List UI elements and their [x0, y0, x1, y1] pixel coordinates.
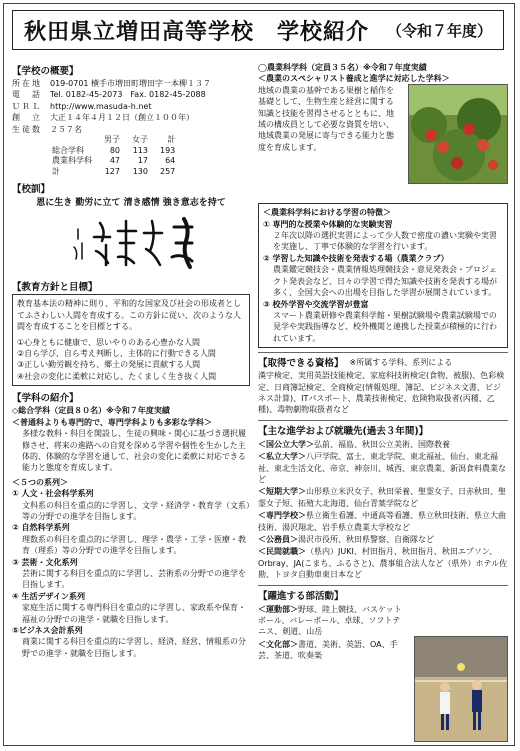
table-cell: 80	[109, 145, 120, 155]
quals-note: ※所属する学科、系列による	[349, 358, 453, 368]
series-title: ⑤ビジネス会計系列	[12, 626, 83, 635]
agri-course-subtitle: ＜農業のスペシャリスト養成と進学に対応した学科＞	[258, 74, 450, 84]
table-row	[52, 156, 181, 167]
career-group-title: ＜短期大学＞	[258, 487, 306, 497]
quals-header	[258, 357, 508, 370]
table-cell: 130	[132, 166, 148, 176]
feature-title: ② 学習した知識や技術を発表する場（農業クラブ）	[263, 253, 449, 263]
right-column	[258, 62, 508, 662]
agri-course-title: ◯農業科学科（定員３５名）※令和７年度実績	[258, 63, 427, 72]
quals-body: 漢字検定、実用英語技能検定、家庭科技術検定(食物、被服)、色彩検定、日商簿記検定、全商検定(情報処理、簿記、ビジネス文書、ビジネス計算)、ITパスポート、農業技術検定、危険物取扱者(丙種、乙種)、毒物劇物取扱者など	[258, 371, 505, 415]
volleyball-players-icon	[415, 637, 507, 741]
career-group	[258, 510, 508, 533]
policy-items	[17, 337, 245, 383]
overview-row	[12, 101, 250, 112]
policy-box	[12, 294, 250, 386]
page-year: （令和７年度）	[387, 21, 493, 40]
table-row	[52, 146, 181, 157]
overview-key: 所在地	[12, 79, 42, 88]
career-group	[258, 546, 508, 580]
overview-heading: 【学校の概要】	[12, 66, 79, 77]
career-group-title: ＜公務員＞	[258, 535, 298, 544]
feature-body: ２年次以降の選択実習によって少人数で密度の濃い実験や実習を実施し、丁寧で体験的な学習を行います。	[273, 231, 497, 252]
agri-course-body: 地域の農業の基幹である果樹と稲作を基礎として、生物生産と経営に関する知識と技能を習得させるとともに、地域の構成員として必要な資質を培い、地域農業の発展に寄与できる能力と態度を育成します。	[258, 85, 394, 152]
series-body: 商業に関する科目を重点的に学習し、経済、経営、情報系の分野での進学・就職を目指します。	[22, 637, 246, 658]
career-group-title: ＜専門学校＞	[258, 511, 306, 521]
table-header-cell: 男子	[104, 135, 120, 145]
agri-features-box	[258, 203, 508, 348]
table-cell: 総合学科	[52, 145, 84, 155]
student-table	[52, 135, 181, 177]
policy-heading: 【教育方針と目標】	[12, 282, 98, 294]
culture-list: 書道、美術、英語、OA、手芸、茶道、吹奏楽	[258, 639, 398, 661]
title-box	[12, 10, 504, 50]
career-group-body: （県内）JUKI、村田指月、秋田指月、秋田エプソン、Orbray、JA(こまち、ふるさと)、農事組合法人など（県外）ホテル佐勘、トヨタ自動車東日本など	[258, 547, 508, 580]
table-cell: 農業科学科	[52, 156, 92, 166]
series-heading: ＜５つの系列＞	[12, 477, 68, 487]
career-list	[258, 439, 508, 581]
feature-body: スマート農業研修や農業科学館・果樹試験場や農業試験場での見学や実践指導など、校外機関と連携した授業が積極的に行われています。	[273, 310, 497, 343]
policy-item: ③正しい勤労観を持ち、郷土の発展に貢献する人間	[17, 360, 201, 370]
table-header-cell: 計	[167, 135, 176, 145]
volleyball-photo	[414, 636, 508, 742]
career-group	[258, 451, 508, 485]
sports-label: ＜運動部＞	[258, 604, 298, 614]
overview-rows	[12, 78, 250, 135]
general-course-subtitle: ＜普通科よりも専門的で、専門学科よりも多彩な学科＞	[12, 417, 212, 427]
policy-body: 教育基本法の精神に則り、平和的な国家及び社会の形成者としてふさわしい人間を育成する。この方針に従い、次のような人間を育成することを目標とする。	[17, 299, 241, 332]
courses-heading: 【学科の紹介】	[12, 393, 79, 405]
feature-title: ③ 校外学習や交流学習が豊富	[263, 299, 369, 309]
overview-row	[12, 89, 250, 100]
career-group	[258, 439, 508, 450]
overview-value: 大正１４年４月１２日（創立１００年）	[50, 113, 194, 123]
overview-row	[12, 112, 250, 123]
agri-features-heading: ＜農業科学科における学習の特徴＞	[263, 208, 391, 218]
series-body: 理数系の科目を重点的に学習し、理学・農学・工学・医療・教育（理系）等の分野での進学を目指します。	[22, 534, 246, 556]
career-group-title: ＜民間就職＞	[258, 547, 306, 557]
series-title: ② 自然科学系列	[12, 523, 70, 533]
overview-row	[12, 124, 250, 135]
table-cell: 計	[52, 166, 60, 176]
series-title: ④ 生活デザイン系列	[12, 591, 85, 601]
culture-label: ＜文化部＞	[258, 639, 298, 649]
policy-item: ④社会の変化に柔軟に対応し、たくましく生き抜く人間	[17, 371, 217, 381]
page-title: 秋田県立増田高等学校 学校紹介	[23, 19, 369, 45]
policy-item: ②自ら学び、自ら考え判断し、主体的に行動できる人間	[17, 349, 216, 359]
left-column	[12, 62, 250, 659]
series-list	[12, 488, 250, 659]
overview-key: ＵＲＬ	[12, 101, 42, 111]
feature-body: 農業鑑定競技会・農業情報処理競技会・意見発表会・プロジェクト発表会など、日々の学習で得た知識や技術を発表する場が多く、全国大会への出場を目指した学習が展開されています。	[273, 265, 497, 298]
quals-heading: 【取得できる資格】	[258, 358, 344, 370]
overview-value: http://www.masuda-h.net	[50, 101, 152, 111]
clubs-text	[258, 604, 408, 662]
overview-value: Tel. 0182-45-2073 Fax. 0182-45-2088	[50, 90, 206, 100]
apple-orchard-photo	[408, 84, 508, 184]
career-group	[258, 486, 508, 509]
career-group-title: ＜私立大学＞	[258, 452, 306, 462]
table-cell: 193	[160, 145, 176, 155]
series-body: 家庭生活に関する専門科目を重点的に学習し、家政系や保育・福祉の分野での進学・就職を目指します。	[22, 603, 246, 624]
motto-text: 恩に生き 勤労に立て 清き感情 強き意志を持て	[36, 198, 226, 209]
career-group-body: 湯沢市役所、秋田県警察、自衛隊など	[298, 535, 434, 544]
table-cell: 127	[104, 166, 120, 176]
table-cell: 64	[165, 156, 176, 166]
overview-value: 019-0701 横手市増田町増田字一本柳１３７	[50, 79, 212, 88]
career-group-body: 山形県立米沢女子、秋田栄養、聖霊女子、日赤秋田、聖霊女子短、拓殖大北海道、仙台青葉学院など	[258, 487, 506, 508]
series-title: ③ 芸術・文化系列	[12, 557, 78, 567]
table-cell: 113	[132, 145, 148, 155]
table-cell: 47	[109, 156, 120, 166]
series-title: ① 人文・社会科学系列	[12, 489, 94, 499]
feature-title: ① 専門的な授業や体験的な実験実習	[263, 219, 393, 229]
career-group-title: ＜国公立大学＞	[258, 439, 314, 449]
overview-value: ２５７名	[50, 124, 82, 134]
series-body: 文科系の科目を重点的に学習し、文学・経済学・教育学（文系）等の分野での進学を目指します。	[22, 500, 250, 521]
careers-heading: 【主な進学および就職先(過去３年間)】	[258, 425, 429, 437]
clubs-heading: 【躍進する部活動】	[258, 590, 344, 602]
career-group-body: 八戸学院、富士、東北学院、東北福祉、仙台、東北福祉、東北生活文化、帝京、神奈川、城西、東京農業、新潟食料農業など	[258, 452, 506, 484]
overview-key: 生徒数	[12, 124, 42, 134]
series-body: 芸術に関する科目を重点的に学習し、芸術系の分野での進学を目指します。	[22, 568, 246, 590]
table-header-cell	[52, 135, 98, 146]
general-course-title: ◇総合学科（定員８０名）※令和７年度実績	[12, 406, 170, 416]
table-cell: 17	[137, 156, 148, 166]
table-cell: 257	[160, 166, 176, 176]
sports-list: 野球、陸上競技、バスケットボール、バレーボール、卓球、ソフトテニス、剣道、山岳	[258, 604, 402, 637]
overview-key: 電 話	[12, 90, 42, 100]
career-group	[258, 534, 508, 545]
overview-key: 創 立	[12, 113, 42, 123]
calligraphy-image	[12, 213, 250, 277]
career-group-body: 県立衛生看護、中通高等看護、県立秋田技術、県立大曲技術、湯沢翔北、岩手県立農業大学校など	[258, 511, 506, 532]
policy-item: ①心身ともに健康で、思いやりのある心豊かな人間	[17, 337, 201, 347]
overview-row	[12, 78, 250, 89]
general-course-body: 多様な教科・科目を開設し、生徒の興味・関心に基づき選択履修させ、将来の進路への自覚を深める学習や個性を生かした主体的、体験的な学習を通して、社会の変化に柔軟に対応できる能力と態度を育成します。	[22, 429, 246, 473]
table-header-cell: 女子	[132, 135, 148, 145]
apple-tree-icon	[409, 85, 507, 183]
motto-heading: 【校訓】	[12, 184, 51, 196]
feature-list	[263, 219, 503, 344]
calligraphy-brush-icon	[56, 213, 206, 277]
career-group-body: 弘前、福島、秋田公立美術、国際教養	[314, 439, 450, 449]
table-row	[52, 167, 181, 178]
